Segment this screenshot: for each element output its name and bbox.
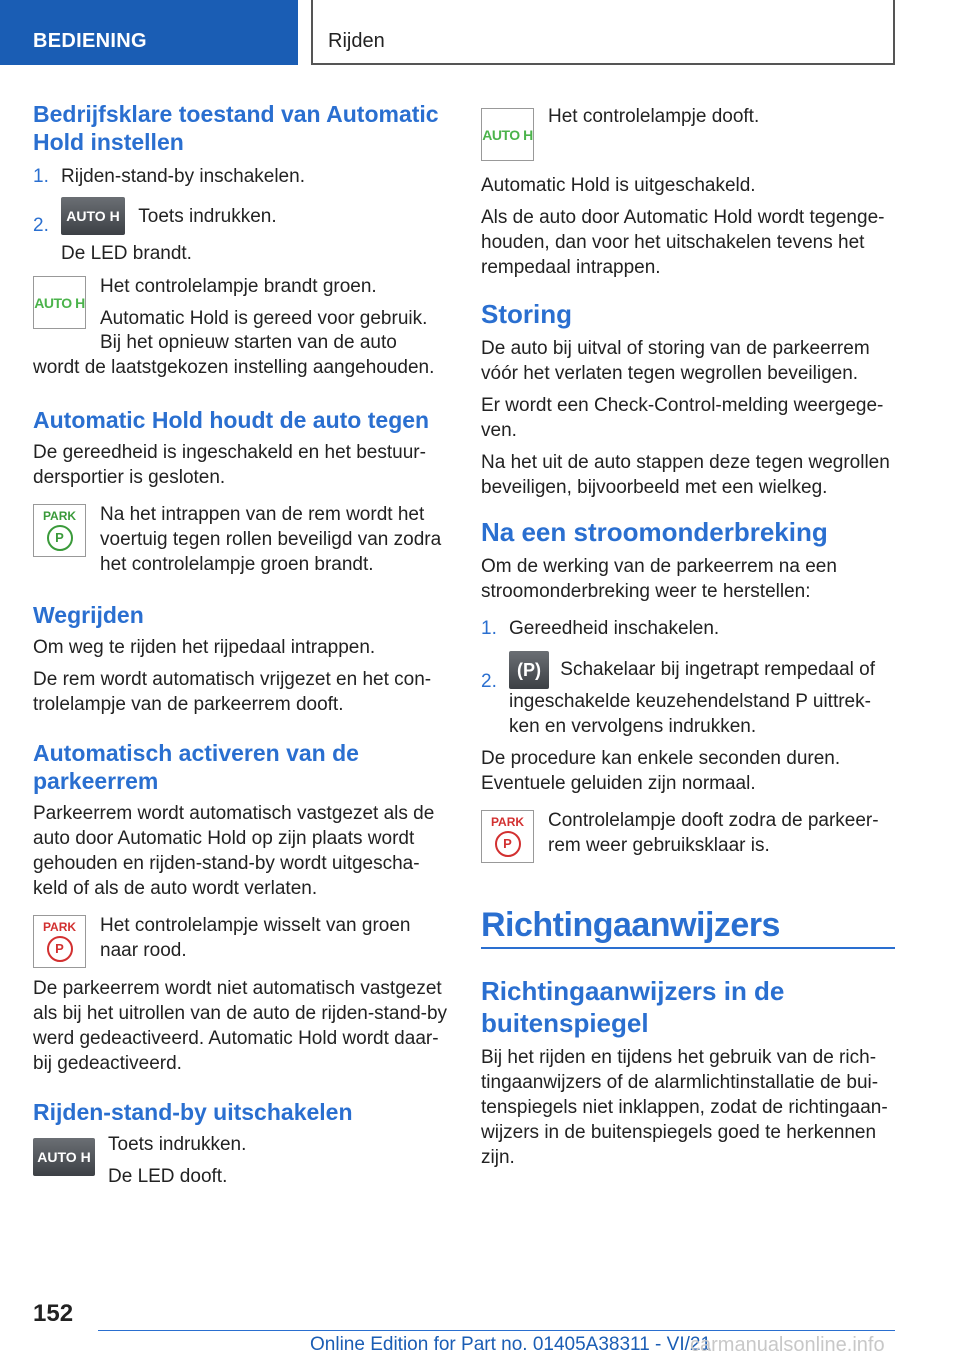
body-text: Bij het opnieuw starten van de auto wordt de laatstgekozen instelling aangehouden. [33,332,435,378]
indicator-text: Het controlelampje brandt groen. [100,276,377,297]
heading-standby-off: Rijden-stand-by uitschakelen [33,1099,353,1125]
auto-h-indicator-icon [481,108,534,161]
watermark: carmanualsonline.info [690,1334,885,1356]
auto-h-indicator-icon [33,276,86,329]
indicator-text: Het controlelampje dooft. [548,106,760,127]
list-number: 2. [481,671,497,692]
indicator-text: Het controlelampje wisselt van groen naar rood. [100,915,411,961]
body-text: Om weg te rijden het rijpedaal intrappen. [33,637,376,658]
indicator-text: Automatic Hold is gereed voor gebruik. [100,308,428,329]
body-text: De procedure kan enkele seconden duren. Eventuele geluiden zijn normaal. [481,748,841,794]
body-text: Er wordt een Check-Control-melding weergegeven. [481,395,884,441]
indicator-text: Na het intrappen van de rem wordt het voertuig tegen rollen beveiligd van zodra het controlelampje groen brandt. [100,504,442,575]
left-column [33,100,448,1196]
section-tab: BEDIENING [0,0,298,65]
led-note: De LED brandt. [61,243,192,264]
indicator-note [481,808,895,863]
step-text: Rijden-stand-by inschakelen. [61,166,305,187]
heading-power-interruption: Na een stroomonderbreking [481,517,828,547]
body-text: Automatic Hold is uitgeschakeld. [481,175,756,196]
step-text: Gereedheid inschakelen. [509,618,720,639]
park-p-symbol: P [47,525,73,551]
park-lamp-label: PARK [42,509,77,523]
body-text: Parkeerrem wordt automatisch vastgezet als de auto door Automatic Hold op zijn plaats wordt gehouden en rijden-stand-by wordt uitgeschakeld of als de auto wordt verlaten. [33,803,435,899]
edition-info: Online Edition for Part no. 01405A38311 - VI/21 [310,1334,712,1355]
body-text: Bij het rijden en tijdens het gebruik van de richtingaanwijzers of de alarmlichtinstallatie de buitenspiegels niet inklappen, zodat de richtingaanwijzers in de buitenspiegels goed te herkennen zijn. [481,1047,888,1168]
right-column [481,104,895,1177]
step-text: Schakelaar bij ingetrapt rempedaal of ingeschakelde keuzehendelstand P uittrekken en vervolgens indrukken. [509,659,876,737]
parking-brake-switch-icon: (P) [509,651,549,689]
body-text: Om de werking van de parkeerrem na een stroomonderbreking weer te herstellen: [481,556,837,602]
park-red-indicator-icon [33,915,86,968]
list-item [33,164,448,189]
heading-auto-parking-brake: Automatisch activeren van de parkeerrem [33,740,359,794]
park-red-indicator-icon [481,810,534,863]
park-lamp-label: PARK [490,815,525,829]
heading-automatic-hold-holds: Automatic Hold houdt de auto tegen [33,407,430,433]
indicator-note [481,104,895,159]
instruction-text: Toets indrukken. [108,1134,247,1155]
step-text: Toets indrukken. [138,205,277,227]
indicator-text: Controlelampje dooft zodra de parkeerrem weer gebruiksklaar is. [548,810,879,856]
page-header [0,0,960,66]
heading-wegrijden: Wegrijden [33,602,144,628]
indicator-note [33,274,448,331]
list-item [481,616,895,641]
body-text: De gereedheid is ingeschakeld en het bestuurdersportier is gesloten. [33,442,426,488]
indicator-note [33,913,448,968]
park-p-symbol: P [495,831,521,857]
auto-h-button-icon: AUTO H [61,197,125,235]
park-lamp-label: PARK [42,920,77,934]
list-item [481,651,895,739]
list-item [33,197,448,266]
heading-mirror-indicators: Richtingaanwijzers in de buitenspiegel [481,976,785,1038]
auto-h-button-icon: AUTO H [33,1138,95,1176]
body-text: De auto bij uitval of storing van de parkeerrem vóór het verlaten tegen wegrollen beveiligen. [481,338,870,384]
page-number: 152 [33,1300,74,1327]
body-text: Als de auto door Automatic Hold wordt tegengehouden, dan voor het uitschakelen tevens het rempedaal intrappen. [481,207,885,278]
list-number: 1. [481,618,497,639]
body-text: De parkeerrem wordt niet automatisch vastgezet als bij het uitrollen van de auto de rijden-stand-by werd gedeactiveerd. Automatic Hold wordt daarbij gedeactiveerd. [33,978,448,1074]
chapter-title: Rijden [311,0,895,65]
body-text: De rem wordt automatisch vrijgezet en het controlelampje van de parkeerrem dooft. [33,669,432,715]
list-number: 1. [33,166,49,187]
footer-divider [98,1330,895,1331]
heading-richtingaanwijzers: Richtingaanwijzers [481,903,895,949]
auto-h-lamp-label: AUTO H [34,294,85,311]
button-note [33,1132,448,1189]
park-p-symbol: P [47,936,73,962]
park-green-indicator-icon [33,504,86,557]
indicator-note [33,502,448,577]
instruction-text: De LED dooft. [108,1166,228,1187]
list-number: 2. [33,215,49,236]
heading-automatic-hold-ready: Bedrijfsklare toestand van Automatic Hold instellen [33,101,439,155]
heading-storing: Storing [481,299,572,329]
auto-h-lamp-label: AUTO H [482,126,533,143]
body-text: Na het uit de auto stappen deze tegen wegrollen beveiligen, bijvoorbeeld met een wielkeg. [481,452,890,498]
